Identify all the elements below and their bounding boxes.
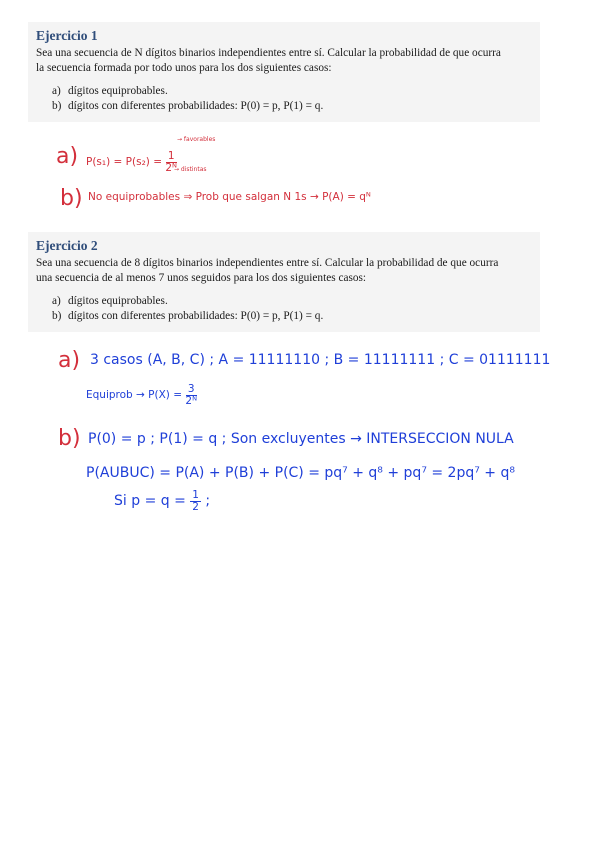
note1-a-annot-bottom: → distintas	[174, 166, 207, 173]
exercise-2-item-a	[52, 294, 534, 309]
item-marker: b)	[52, 100, 62, 112]
exercise-2-items	[52, 294, 534, 324]
item-marker: a)	[52, 85, 61, 97]
note1-a-num: 1	[167, 150, 175, 162]
exercise-2-item-b	[52, 309, 534, 324]
note2-a-fraction	[185, 384, 197, 406]
note2-a-num: 3	[187, 383, 195, 395]
note2-b-line1: P(0) = p ; P(1) = q ; Son excluyentes → INTERSECCION NULA	[88, 431, 514, 447]
item-text: dígitos con diferentes probabilidades: P(0) = p, P(1) = q.	[68, 310, 324, 322]
note1-a-annot-top: → favorables	[177, 136, 216, 143]
note2-b-line3-den: 2	[192, 500, 199, 513]
exercise-1-statement-line-1: Sea una secuencia de N dígitos binarios independientes entre sí. Calcular la probabilidad de que ocurra	[36, 47, 501, 59]
note2-b-line3-num: 1	[192, 489, 199, 501]
note2-b-line3-fraction	[190, 490, 201, 512]
exercise-1-box	[28, 22, 540, 122]
note2-a-line2-text: Equiprob → P(X) =	[86, 389, 183, 401]
note2-b-line3-suffix: ;	[205, 493, 211, 509]
note1-a-marker: a)	[56, 144, 79, 169]
exercise-1	[28, 22, 540, 122]
exercise-1-items	[52, 84, 534, 114]
exercise-1-item-b	[52, 99, 534, 114]
note2-b-line2: P(AUBUC) = P(A) + P(B) + P(C) = pq⁷ + q⁸ + pq⁷ = 2pq⁷ + q⁸	[86, 465, 515, 481]
item-text: dígitos equiprobables.	[68, 295, 168, 307]
item-marker: a)	[52, 295, 61, 307]
exercise-1-statement-line-2: la secuencia formada por todo unos para los dos siguientes casos:	[36, 62, 332, 74]
note1-a-expr-text: P(s₁) = P(s₂) =	[86, 156, 163, 168]
item-marker: b)	[52, 310, 62, 322]
exercise-1-title: Ejercicio 1	[36, 28, 98, 43]
note1-b-marker: b)	[60, 186, 83, 211]
exercise-2-statement-line-1: Sea una secuencia de 8 dígitos binarios independientes entre sí. Calcular la probabilidad de que ocurra	[36, 257, 499, 269]
exercise-2-statement-line-2: una secuencia de al menos 7 unos seguidos para los dos siguientes casos:	[36, 272, 367, 284]
exercise-2-box	[28, 232, 540, 332]
exercise-2	[28, 232, 540, 332]
exercise-1-item-a	[52, 84, 534, 99]
note2-a-den: 2ᴺ	[185, 394, 198, 407]
note2-a-text: 3 casos (A, B, C) ; A = 11111110 ; B = 11111111 ; C = 01111111	[90, 352, 551, 368]
note1-a-den: 2ᴺ	[165, 161, 178, 174]
note2-b-line3-prefix: Si p = q =	[114, 493, 186, 509]
note2-b-line3	[114, 490, 210, 512]
note2-b-marker: b)	[58, 426, 81, 451]
item-text: dígitos con diferentes probabilidades: P(0) = p, P(1) = q.	[68, 100, 324, 112]
exercise-2-title: Ejercicio 2	[36, 238, 98, 253]
item-text: dígitos equiprobables.	[68, 85, 168, 97]
note1-b-text: No equiprobables ⇒ Prob que salgan N 1s → P(A) = qᴺ	[88, 191, 371, 203]
note1-a-expr	[86, 151, 177, 173]
note2-a-line2	[86, 384, 197, 406]
note2-a-marker: a)	[58, 348, 81, 373]
